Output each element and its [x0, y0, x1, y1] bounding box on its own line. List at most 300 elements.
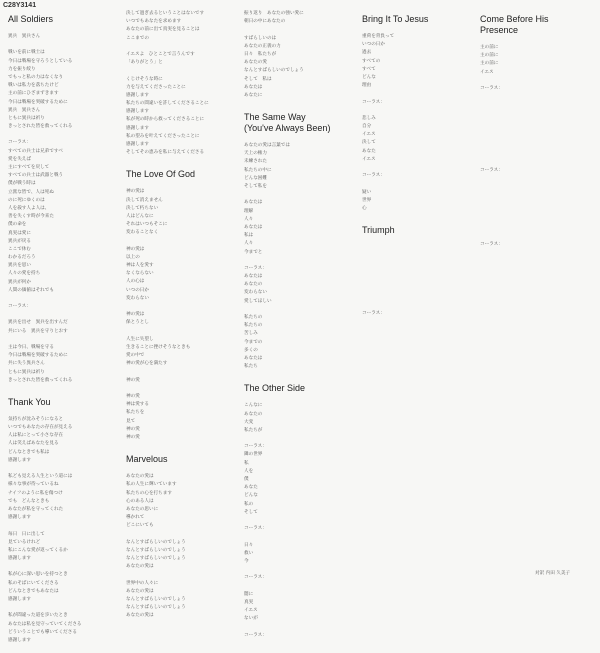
lyric-line: そして [244, 509, 258, 515]
lyric-line: コーラス： [480, 85, 503, 91]
lyric-line [480, 183, 588, 191]
lyric-line: すべての兵士は武器と戦う [8, 173, 64, 179]
lyric-line: 力を振り絞り [8, 66, 36, 72]
lyric-line: 振り返り あなたの強い愛に [244, 11, 304, 16]
lyric-line: そして私を [244, 184, 267, 189]
lyric-line: 私が心に深い思いを持つとき [8, 572, 68, 578]
lyric-line: どんなときでもあなたは [8, 588, 59, 594]
lyric-line: 主は今日、戦場を守る [8, 344, 54, 350]
lyric-line: ここで休む [8, 246, 31, 252]
lyric-line: 決して朽ちない [126, 205, 159, 211]
block-spacer [8, 645, 116, 653]
lyric-line: 心 [362, 205, 367, 211]
lyric-line: 神の愛 [126, 426, 140, 432]
lyric-line: 変わらない [126, 295, 149, 301]
block-spacer [244, 640, 352, 648]
lyric-line [480, 110, 588, 118]
lyric-line [480, 77, 588, 85]
lyric-line: 私は [244, 233, 254, 239]
lyric-line: どんな困難 [244, 175, 267, 181]
lyric-line: 人はどんなに [126, 213, 154, 219]
lyric-line: 変わらない [244, 290, 267, 296]
lyric-line: くじけそうな時に [126, 76, 163, 82]
lyric-line: あなたの愛は [126, 588, 154, 594]
lyric-line [480, 232, 588, 240]
lyric-line: 感謝します [8, 457, 31, 463]
lyric-line: 人々 [244, 216, 254, 222]
lyric-line [126, 43, 234, 51]
lyric-line: 「ありがとう」と [126, 60, 163, 66]
lyric-line: 私たちの [244, 323, 263, 329]
lyric-line: ないが [244, 616, 258, 622]
lyric-line: 変わることなく [126, 230, 159, 236]
lyric-line: 重荷を背負って [362, 34, 395, 39]
lyric-line: 神は人を愛す [126, 263, 154, 269]
lyric-line: 多くの [244, 347, 258, 353]
lyric-line: 異兵が何か [8, 279, 31, 285]
lyric-line: 感謝します [8, 597, 31, 602]
lyric-line: 隣の世界 [244, 452, 263, 458]
lyric-line: いつでもあなたを求めます [126, 19, 182, 25]
lyric-line: 私たちを [126, 410, 145, 416]
block-spacer [244, 100, 352, 108]
lyric-line: そしてその恵みを私に与えてくださる [126, 150, 205, 156]
lyric-line: なんとすばらしいのでしょう [126, 556, 186, 562]
lyric-line: 主の前にひざまずきます [8, 91, 59, 97]
lyric-line [480, 273, 588, 281]
lyric-line [126, 531, 234, 539]
lyric-line: あなたは [244, 355, 263, 361]
lyric-line: イエス [362, 156, 376, 162]
lyric-line: なんとすばらしいのでしょう [126, 539, 186, 545]
lyric-line [362, 90, 470, 98]
lyric-line: 今日は戦場を突破するために [8, 99, 68, 105]
lyric-line: 神は愛する [126, 402, 149, 408]
lyric-line: 日々 [244, 542, 254, 548]
lyric-line: 人々の愛を持ち [8, 271, 41, 277]
lyric-line: 主の前に [480, 61, 499, 67]
lyric-line: あなたは [244, 84, 263, 90]
lyric-line: 私たち [244, 364, 258, 370]
lyric-line: 闇に [244, 591, 254, 597]
lyric-line: 愛の中で [126, 353, 145, 359]
block-spacer [126, 442, 234, 450]
catalog-code: C28Y3141 [3, 2, 37, 9]
lyric-line: 導かれて [126, 515, 145, 521]
lyric-line: 私ども見える人生という道には [8, 474, 73, 480]
lyric-line [362, 318, 470, 326]
lyric-line: 悲しみ [362, 115, 376, 121]
lyric-line [362, 252, 470, 260]
lyric-line: コーラス： [244, 575, 267, 581]
lyric-line: あなた [362, 148, 376, 154]
lyric-line [362, 285, 470, 293]
block-spacer [362, 213, 470, 221]
lyric-line: イエス [244, 608, 258, 613]
lyric-line: そして 私は [244, 76, 272, 82]
lyric-line: 感謝します [126, 92, 149, 98]
lyric-line [362, 261, 470, 269]
block-spacer [126, 157, 234, 165]
lyric-line [362, 334, 470, 342]
lyric-line: あなたの愛は [126, 564, 154, 570]
lyric-line [480, 216, 588, 224]
lyric-line: あなたの [244, 282, 263, 288]
translator-credit: 対訳 内田 久美子 [535, 571, 571, 576]
lyric-line: 理解 [244, 208, 254, 214]
lyric-line: 戦いは私力を落ちたけど [8, 83, 59, 89]
lyric-line [480, 134, 588, 142]
lyric-line: 異兵 異兵さん [8, 34, 41, 39]
lyric-line: いつの日か [362, 42, 385, 48]
lyrics-column [126, 10, 234, 629]
lyric-line: 感謝します [126, 109, 149, 115]
lyric-line [362, 180, 470, 188]
lyric-line: 気持ちが沈みそうになると [8, 416, 64, 422]
lyric-line: なくならない [126, 271, 154, 277]
lyric-line: 感謝します [126, 142, 149, 147]
song-title: The Other Side [244, 383, 306, 394]
lyric-line: あなたは私を見守っていてくださる [8, 621, 82, 627]
lyric-line: わかるだろう [8, 255, 36, 261]
lyric-line: あなたの思いに [126, 506, 159, 512]
lyric-line: コーラス： [480, 241, 503, 247]
lyric-line: 人は笑えばあなたを見る [8, 441, 59, 447]
lyric-line: 日々 私たちが [244, 51, 277, 57]
lyric-line: どういうことでも導いてくださる [8, 629, 77, 635]
lyric-line [362, 342, 470, 350]
lyric-line [480, 175, 588, 183]
lyric-line: 以上の [126, 254, 140, 260]
lyric-line: 主にすべてを戻して [8, 165, 50, 170]
lyric-line [480, 118, 588, 126]
lyric-line: あなたの [244, 411, 263, 417]
lyric-line: 愛してほしい [244, 298, 272, 304]
lyric-line [244, 306, 352, 314]
song-title: Marvelous [126, 454, 168, 465]
lyric-line: どんなときでも私は [8, 449, 50, 455]
lyric-line [480, 257, 588, 265]
lyric-line: 私の望みを叶えてくださったことに [126, 133, 200, 139]
lyric-line: 毎日 日に出して [8, 531, 45, 537]
lyric-line: 神の愛は [126, 246, 145, 252]
lyric-line [244, 191, 352, 199]
lyric-line: なんとすばらしいのでしょう [244, 68, 304, 74]
lyric-line: あなたが私を守ってくれた [8, 506, 64, 512]
lyric-line: 私たちの [244, 315, 263, 320]
lyric-line: あなたの愛は言葉では [244, 143, 290, 149]
lyric-line [8, 563, 116, 571]
lyric-line: 自分 [362, 124, 372, 130]
lyric-line: コーラス： [8, 140, 31, 146]
lyric-line: 真実 [244, 599, 254, 605]
lyric-line: 私の人生に輝いています [126, 482, 177, 488]
lyric-line: 人間の価値はそれでも [8, 287, 54, 293]
lyric-line [8, 465, 116, 473]
lyric-line: 私たちの間違いを許してくださることに [126, 101, 209, 107]
lyric-line: 私 [244, 460, 249, 466]
lyric-line: それはいつもそこに [126, 222, 168, 228]
lyric-line: すばらしいのは [244, 35, 277, 41]
lyric-line: あなた [244, 485, 258, 491]
song-title: Come Before His Presence [480, 14, 549, 35]
lyric-line: 善を失くす時が今来た [8, 214, 54, 220]
lyric-line [362, 269, 470, 277]
lyric-line: コーラス： [244, 632, 267, 638]
lyric-line [126, 238, 234, 246]
block-spacer [362, 351, 470, 359]
lyric-line [8, 41, 116, 49]
lyric-line: 主の前に [480, 53, 499, 59]
lyrics-column [8, 10, 116, 653]
lyric-line [480, 224, 588, 232]
lyric-line: どんな [362, 74, 376, 80]
lyric-line: 今までの [244, 339, 263, 345]
lyric-line: 人を殺す人よ人は、 [8, 205, 50, 211]
lyric-line: コーラス： [362, 99, 385, 105]
lyric-line: 私の [244, 501, 254, 507]
block-spacer [8, 385, 116, 393]
lyric-line [126, 328, 234, 336]
lyric-line: すべての [362, 58, 381, 64]
lyric-line: 人々 [244, 241, 254, 247]
lyric-line [480, 290, 588, 298]
lyric-line: 主の前に [480, 45, 499, 50]
lyric-line [480, 101, 588, 109]
song-title: All Soldiers [8, 14, 54, 24]
lyric-line [362, 244, 470, 252]
lyric-line: こんなに [244, 403, 263, 409]
lyric-line: 様々な事が待っているね [8, 482, 59, 488]
lyric-line: 疑い [362, 189, 372, 195]
lyric-line: 保とうとし [126, 320, 149, 326]
lyric-line [8, 522, 116, 530]
lyric-line: ともに異兵は祈り [8, 369, 45, 375]
lyric-line: なんとすばらしいのでしょう [126, 605, 186, 611]
lyric-line: 神の愛 [126, 394, 140, 400]
lyric-line: 私たちが [244, 427, 263, 433]
lyric-line: 感謝します [8, 515, 31, 521]
lyric-line: 私にこんな愛が返ってくるか [8, 547, 68, 553]
lyric-line: 朝日の中にあなたの [244, 19, 286, 25]
lyric-line: でも どんなときも [8, 498, 50, 504]
lyric-line: 見ているけれど [8, 539, 41, 545]
lyric-line: 過去 [362, 50, 372, 56]
lyric-line [126, 67, 234, 75]
lyric-line [480, 249, 588, 257]
lyric-line: 力を与えてくださったことに [126, 84, 186, 90]
song-title: Triumph [362, 225, 395, 236]
lyric-line: 異兵を思い [8, 263, 31, 269]
lyric-line: 私が間違った道を歩いたとき [8, 613, 68, 619]
lyric-line: コーラス： [362, 310, 385, 316]
lyric-line: 今日は戦場を守ろうとしている [8, 58, 73, 64]
block-spacer [126, 621, 234, 629]
lyric-line: コーラス： [480, 167, 503, 173]
lyric-line: きっとされた皆を救ってくれる [8, 124, 73, 130]
lyric-line [244, 26, 352, 34]
lyric-line [244, 517, 352, 525]
lyric-line [480, 93, 588, 101]
lyric-line: 理由 [362, 83, 372, 89]
lyric-line: 共にいる 異兵を守りとおす [8, 328, 68, 334]
lyrics-column [480, 10, 588, 314]
lyric-line: 僕が戦う時は [8, 181, 36, 187]
lyric-line: あなたは [244, 274, 263, 280]
lyric-line: でもっと私の力はなくなり [8, 74, 64, 80]
lyric-line: 苦しみ [244, 331, 258, 337]
lyric-line: すべての兵士は兄弟ですべ [8, 148, 63, 154]
song-title: The Same Way (You've Always Been) [244, 112, 331, 134]
song-title: Bring It To Jesus [362, 14, 429, 24]
lyric-line: なんとすばらしいのでしょう [126, 547, 186, 553]
lyric-line: ここまでの [126, 35, 149, 41]
lyric-line [244, 435, 352, 443]
lyric-line [362, 107, 470, 115]
lyric-line: イエス [480, 69, 494, 75]
lyric-line [480, 281, 588, 289]
lyric-line [244, 582, 352, 590]
lyric-line: 私が死の時から救ってくださることに [126, 117, 205, 123]
lyric-line: 神の愛が心を満たす [126, 361, 168, 367]
song-title: Thank You [8, 396, 51, 407]
lyric-line: すべて [362, 66, 376, 72]
lyric-line [480, 150, 588, 158]
lyric-line: 世界中の人々に [126, 580, 159, 586]
lyric-line: のに死にゆくのは [8, 197, 45, 203]
lyric-line: 救い [244, 550, 254, 556]
lyric-line [480, 265, 588, 273]
lyric-line: 私たちの中に [244, 167, 272, 173]
lyric-line: 戦いを前に戦士は [8, 50, 45, 56]
lyric-line: あなたの愛は [126, 474, 154, 480]
lyric-line: いつでもあなたの存在が見える [8, 425, 73, 431]
lyric-line: 人の心は [126, 279, 145, 285]
lyric-line [8, 131, 116, 139]
lyric-line: 立派な皆で、人は死ぬ [8, 189, 54, 195]
lyric-line: コーラス： [244, 444, 267, 450]
lyric-line [8, 311, 116, 319]
lyric-line: コーラス： [362, 173, 385, 179]
song-title: The Love Of God [126, 169, 196, 180]
lyric-line: 人生に失望し [126, 336, 154, 342]
lyric-line: 神の愛 [126, 435, 140, 440]
lyric-line: 世界 [362, 197, 372, 203]
lyric-line: 真実は愛に [8, 230, 31, 236]
lyric-line: 異兵を出せ 異兵を出すんだ [8, 320, 68, 326]
lyric-line: 生きることに挫けそうなときも [126, 344, 191, 350]
lyric-line [480, 159, 588, 167]
lyrics-column [362, 10, 470, 359]
lyric-line [126, 303, 234, 311]
lyric-line: あなたは [244, 200, 263, 206]
lyric-line [244, 623, 352, 631]
lyric-line: 異兵が戻る [8, 238, 31, 244]
lyric-line: 異兵 異兵さん [8, 107, 41, 113]
lyric-line: あなたの正義の力 [244, 43, 281, 49]
lyric-line: いつの日か [126, 287, 149, 293]
lyric-line: 人は私にとって小さな存在 [8, 433, 64, 439]
lyric-line [362, 301, 470, 309]
block-spacer [244, 371, 352, 379]
lyric-line [480, 142, 588, 150]
lyric-line: コーラス： [244, 526, 267, 532]
lyric-line [362, 277, 470, 285]
lyrics-column [244, 10, 352, 648]
lyric-line: 人を [244, 468, 254, 474]
lyric-line: 大変 [244, 419, 254, 425]
lyric-line: コーラス： [244, 265, 267, 271]
lyric-line: 決して [362, 140, 376, 146]
block-spacer [480, 306, 588, 314]
lyric-line: 神の愛は [126, 189, 145, 195]
lyric-line [362, 164, 470, 172]
lyric-line [480, 208, 588, 216]
lyric-line [126, 369, 234, 377]
lyric-line: ともに異兵は祈り [8, 115, 45, 121]
lyric-line: 見て [126, 418, 136, 424]
lyric-line [480, 126, 588, 134]
lyric-line: 神の愛 [126, 377, 140, 383]
lyric-line [8, 604, 116, 612]
lyric-line: どんな [244, 493, 258, 499]
lyric-line: 神の愛は [126, 312, 145, 318]
lyric-line: 心のある人は [126, 498, 154, 504]
lyric-line: ナイフのように私を傷つけ [8, 490, 63, 496]
lyric-line: 私のそばにいてくださる [8, 580, 59, 586]
lyric-line [480, 200, 588, 208]
lyric-line: 天上の権力 [244, 151, 267, 157]
lyric-line [480, 298, 588, 306]
lyric-line [362, 326, 470, 334]
lyric-line [244, 533, 352, 541]
lyric-line: なんとすばらしいのでしょう [126, 597, 186, 602]
lyric-line [480, 191, 588, 199]
lyric-line: コーラス： [8, 304, 31, 309]
lyric-line [126, 385, 234, 393]
lyric-line: 私たちの心を打ちます [126, 490, 172, 496]
block-spacer [8, 295, 116, 303]
lyric-line: 未練された [244, 159, 267, 165]
lyric-line [126, 571, 234, 579]
lyric-line: あなたの愛 [244, 60, 267, 66]
lyric-line: イエスよ ひとことで言うんです [126, 51, 195, 57]
lyric-line [8, 336, 116, 344]
lyric-line: 愛を失えば [8, 156, 31, 162]
lyric-line: きっとされた皆を救ってくれる [8, 377, 73, 383]
lyric-line: あなたの愛は [126, 613, 154, 619]
lyric-line: 感謝します [8, 556, 31, 562]
lyric-line: 決して過ぎ去るということはないです [126, 11, 205, 16]
lyric-line [244, 566, 352, 574]
lyric-line [244, 257, 352, 265]
lyric-line: 共に失う異兵さん [8, 361, 45, 367]
lyric-line: 決して消えません [126, 197, 163, 203]
lyric-line: 今までと [244, 249, 263, 255]
lyric-line: 感謝します [8, 637, 31, 643]
lyric-line: あなたの前に出て真実を見ることは [126, 27, 200, 33]
lyric-line: あなたに [244, 92, 263, 98]
lyric-line: 今 [244, 558, 249, 564]
lyric-line: あなたは [244, 224, 263, 230]
lyric-line [362, 293, 470, 301]
lyric-line: 僕の命を [8, 222, 27, 228]
lyric-line: 今日は戦場を突破するために [8, 353, 68, 359]
lyric-line: イエス [362, 132, 376, 138]
lyric-line: 僕 [244, 477, 249, 482]
lyric-line: 感謝します [126, 125, 149, 131]
lyric-line: どこにいても [126, 523, 154, 529]
